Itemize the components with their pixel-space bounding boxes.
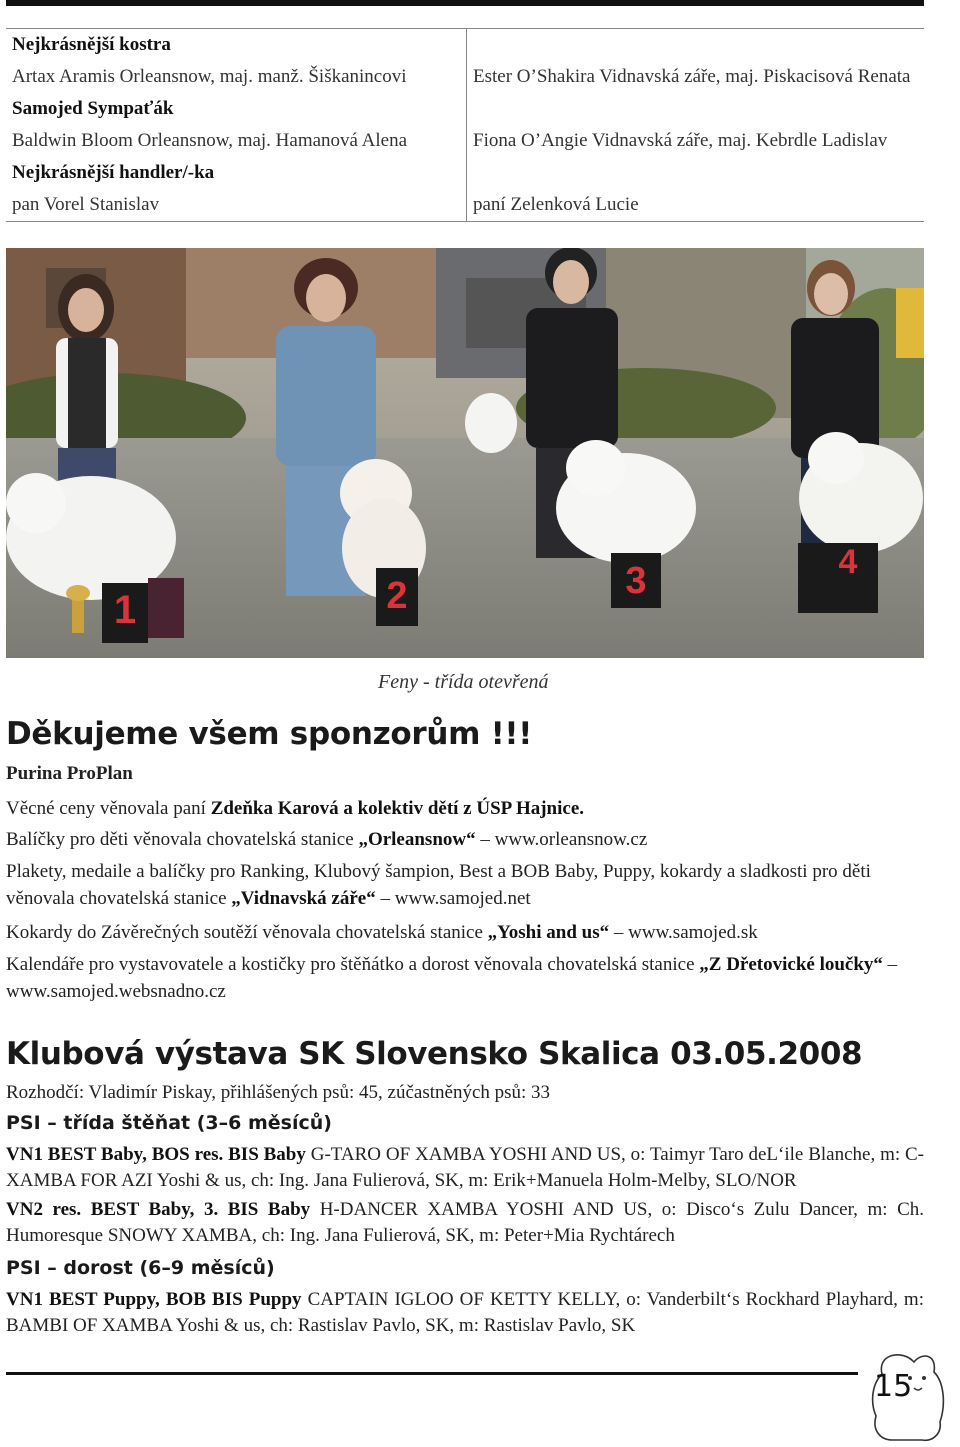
sponsor-line: Kalendáře pro vystavovatele a kostičky pro štěňátko a dorost věnovala chovatelská stanice „Z Dřetovické loučky“ – www.samojed.websnadno.cz [6,954,898,1002]
placard-number: 4 [838,543,858,581]
awards-row-category [6,29,924,62]
award-category: Nejkrásnější kostra [6,29,467,62]
award-female-winner: paní Zelenková Lucie [467,189,925,222]
photo-caption: Feny - třída otevřená [378,671,549,693]
section-heading: PSI – třída štěňat (3–6 měsíců) [6,1112,332,1134]
placard-number: 2 [386,575,408,617]
sponsor-purina: Purina ProPlan [6,763,133,784]
sponsor-line: Kokardy do Závěrečných soutěží věnovala chovatelská stanice „Yoshi and us“ – www.samojed.sk [6,922,758,943]
awards-row-values [6,125,924,157]
section-heading: PSI – dorost (6–9 měsíců) [6,1257,275,1279]
award-category: Samojed Sympaťák [6,93,467,125]
awards-row-values [6,189,924,222]
show-photo [6,248,924,658]
footer-rule [6,1372,858,1375]
award-female-winner: Fiona O’Angie Vidnavská záře, maj. Kebrdle Ladislav [473,130,888,151]
award-male-winner: Artax Aramis Orleansnow, maj. manž. Šiškanincovi [6,61,467,93]
awards-row-category [6,93,924,125]
sponsor-line: Plakety, medaile a balíčky pro Ranking, Klubový šampion, Best a BOB Baby, Puppy, kokardy a sladkosti pro děti věnovala chovatelská stanice „Vidnavská záře“ – www.samojed.net [6,861,871,909]
show-title: Klubová výstava SK Slovensko Skalica 03.05.2008 [6,1036,863,1072]
judge-info: Rozhodčí: Vladimír Piskay, přihlášených psů: 45, zúčastněných psů: 33 [6,1082,551,1103]
awards-row-category [6,157,924,189]
show-photo-illustration [6,248,924,658]
awards-row-values [6,61,924,93]
award-category: Nejkrásnější handler/-ka [6,157,467,189]
award-male-winner: pan Vorel Stanislav [6,189,467,222]
sponsor-line: Balíčky pro děti věnovala chovatelská stanice „Orleansnow“ – www.orleansnow.cz [6,829,648,850]
sponsor-line: Věcné ceny věnovala paní Zdeňka Karová a kolektiv dětí z ÚSP Hajnice. [6,798,585,819]
page-number: 15 [874,1369,913,1404]
result-entry: VN2 res. BEST Baby, 3. BIS Baby H-DANCER XAMBA YOSHI AND US, o: Disco‘s Zulu Dancer, m: Ch. Humoresque SNOWY XAMBA, ch: Ing. Jana Fulierová, SK, m: Peter+Mia Rychtárech [6,1199,924,1246]
placard-number: 3 [625,560,647,602]
awards-table [6,28,924,222]
award-female-winner: Ester O’Shakira Vidnavská záře, maj. Piskacisová Renata [473,66,911,87]
sponsors-heading: Děkujeme všem sponzorům !!! [6,716,533,752]
award-male-winner: Baldwin Bloom Orleansnow, maj. Hamanová Alena [6,125,467,157]
result-entry: VN1 BEST Puppy, BOB BIS Puppy CAPTAIN IGLOO OF KETTY KELLY, o: Vanderbilt‘s Rockhard Playhard, m: BAMBI OF XAMBA Yoshi & us, ch: Rastislav Pavlo, SK, m: Rastislav Pavlo, SK [6,1289,924,1336]
placard-number: 1 [113,588,137,632]
result-entry: VN1 BEST Baby, BOS res. BIS Baby G-TARO OF XAMBA YOSHI AND US, o: Taimyr Taro deL‘ile Blanche, m: C-XAMBA FOR AZI Yoshi & us, ch: Ing. Jana Fulierová, SK, m: Erik+Manuela Holm-Melby, SLO/NOR [6,1144,925,1191]
top-rule [6,0,924,6]
